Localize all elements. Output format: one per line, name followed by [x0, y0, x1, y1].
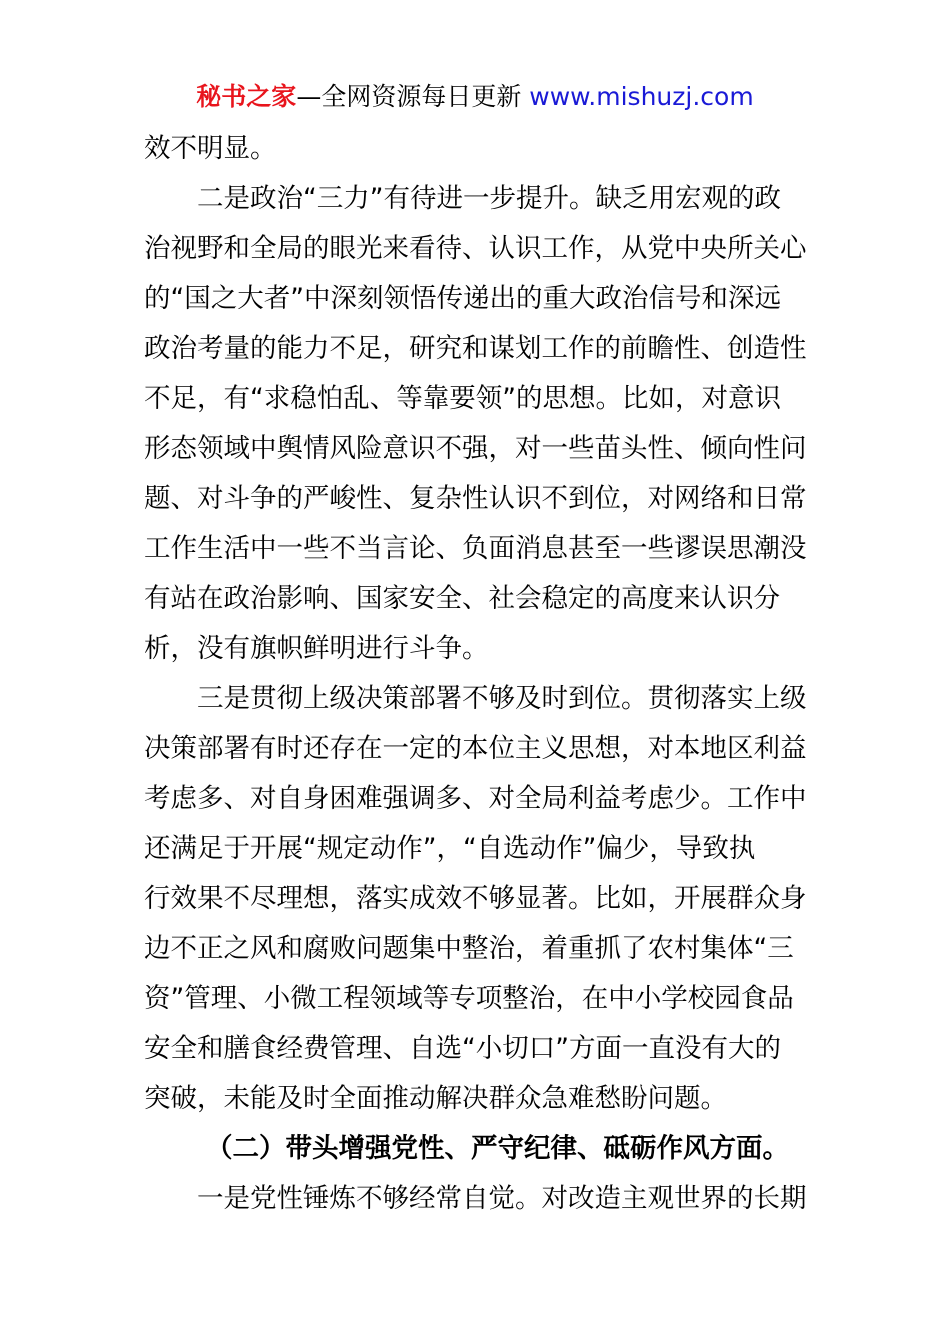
paragraph-start-point-three: 三是贯彻上级决策部署不够及时到位。贯彻落实上级 — [197, 683, 807, 714]
text-line: 行效果不尽理想，落实成效不够显著。比如，开展群众身 — [144, 883, 807, 914]
site-header — [0, 80, 950, 114]
text-line: 有站在政治影响、国家安全、社会稳定的高度来认识分 — [144, 583, 780, 614]
text-line: 的“国之大者”中深刻领悟传递出的重大政治信号和深远 — [144, 283, 781, 314]
paragraph-start-point-one: 一是党性锤炼不够经常自觉。对改造主观世界的长期 — [197, 1183, 807, 1214]
text-line: 突破，未能及时全面推动解决群众急难愁盼问题。 — [144, 1083, 727, 1114]
text-line: 决策部署有时还存在一定的本位主义思想，对本地区利益 — [144, 733, 807, 764]
text-line: 不足，有“求稳怕乱、等靠要领”的思想。比如，对意识 — [144, 383, 781, 414]
section-heading: （二）带头增强党性、严守纪律、砥砺作风方面。 — [206, 1133, 789, 1164]
text-line: 题、对斗争的严峻性、复杂性认识不到位，对网络和日常 — [144, 483, 807, 514]
text-line: 效不明显。 — [144, 133, 277, 164]
text-line: 形态领域中舆情风险意识不强，对一些苗头性、倾向性问 — [144, 433, 807, 464]
text-line: 还满足于开展“规定动作”，“自选动作”偏少，导致执 — [144, 833, 756, 864]
site-tagline: —全网资源每日更新 — [296, 82, 530, 111]
site-brand: 秘书之家 — [196, 82, 297, 111]
text-line: 治视野和全局的眼光来看待、认识工作，从党中央所关心 — [144, 233, 807, 264]
document-body — [144, 124, 809, 1224]
text-line: 边不正之风和腐败问题集中整治，着重抓了农村集体“三 — [144, 933, 794, 964]
text-line: 政治考量的能力不足，研究和谋划工作的前瞻性、创造性 — [144, 333, 807, 364]
text-line: 安全和膳食经费管理、自选“小切口”方面一直没有大的 — [144, 1033, 781, 1064]
site-url-link[interactable]: www.mishuzj.com — [529, 82, 754, 111]
text-line: 资”管理、小微工程领域等专项整治，在中小学校园食品 — [144, 983, 794, 1014]
text-line: 析，没有旗帜鲜明进行斗争。 — [144, 633, 489, 664]
text-line: 考虑多、对自身困难强调多、对全局利益考虑少。工作中 — [144, 783, 807, 814]
text-line: 工作生活中一些不当言论、负面消息甚至一些谬误思潮没 — [144, 533, 807, 564]
paragraph-start-point-two: 二是政治“三力”有待进一步提升。缺乏用宏观的政 — [197, 183, 781, 214]
